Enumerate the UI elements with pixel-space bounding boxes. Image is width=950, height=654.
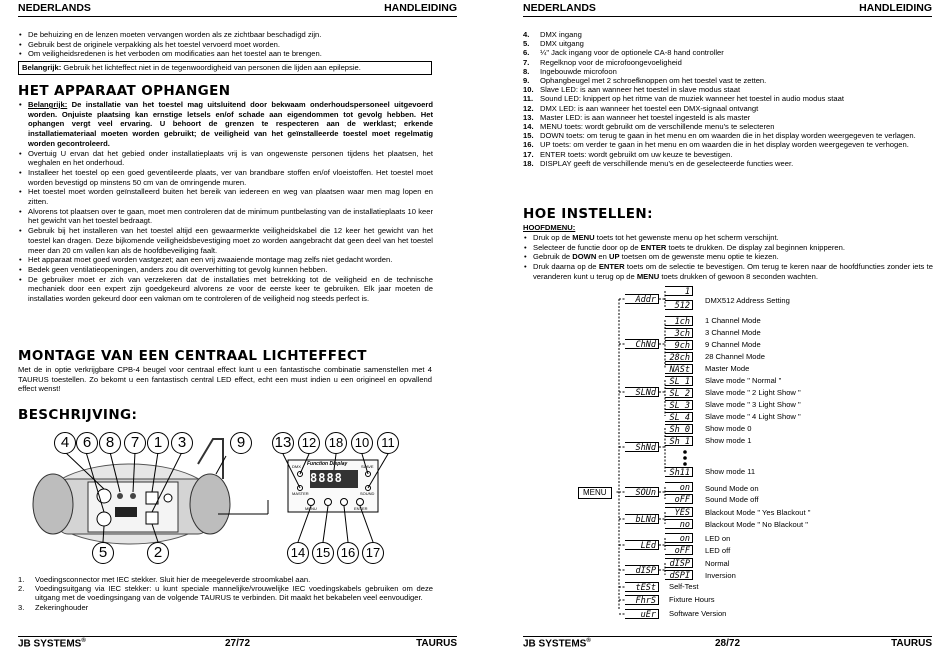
section-title: HET APPARAAT OPHANGEN [18,83,231,99]
option-desc: 1 Channel Mode [705,316,761,325]
list-item: 9. Ophangbeugel met 2 schroefknoppen om het toestel vast te zetten. [523,76,767,86]
footer-product: TAURUS [416,638,457,649]
menu-tree-lines [615,288,935,628]
callout-14: 14 [287,542,309,564]
disp-code: dISP [625,565,659,575]
list-item: • Het apparaat moet goed worden vastgezet; aan een vrij zwaaiende montage mag zelfs niet gedacht worden. [18,255,433,265]
led-code: LEd [625,540,659,550]
page-header [18,2,457,16]
option-code: YES [665,507,693,517]
panel-dmx-label: DMX [292,464,301,469]
panel-display: 8888 [310,471,343,485]
maintenance-list [18,30,433,59]
option-desc: LED on [705,534,731,543]
panel-title: Function Display [307,461,348,467]
option-desc: LED off [705,546,731,555]
list-item: 16. UP toets: om verder te gaan in het menu en om waarden die in het display worden weergegeven te verhogen. [523,140,909,150]
description-list-continued [523,30,933,168]
option-desc: Show mode 0 [705,424,752,433]
list-item: 8. Ingebouwde microfoon [523,66,617,76]
section-title: BESCHRIJVING: [18,407,138,423]
list-item: • Bedek geen ventilatieopeningen, anders zou dit oververhitting tot gevolg kunnen hebben. [18,265,433,275]
panel-slave-label: SLAVE [361,464,374,469]
option-code: SL 1 [665,376,693,386]
blnd-code: bLNd [625,514,659,524]
list-item: 11. Sound LED: knippert op het ritme van de muziek wanneer het toestel in audio modus staat [523,94,844,104]
slnd-code: SLNd [625,387,659,397]
option-desc: Show mode 1 [705,436,752,445]
callout-9: 9 [230,432,252,454]
option-code: Sh11 [665,467,693,477]
callout-8: 8 [99,432,121,454]
option-code: Sh 1 [665,436,693,446]
page-number: 27/72 [224,638,251,649]
footer-product: TAURUS [891,638,932,649]
option-desc: 28 Channel Mode [705,352,765,361]
right-page [475,0,950,654]
callout-18: 18 [325,432,347,454]
list-item: • De behuizing en de lenzen moeten vervangen worden als ze zichtbaar beschadigd zijn. [18,30,433,40]
callout-16: 16 [337,542,359,564]
list-item: 4. DMX ingang [523,30,582,39]
option-code: on [665,533,693,543]
callout-2: 2 [147,542,169,564]
addr-max: 512 [665,300,693,310]
list-item: • Overtuig U ervan dat het gebied onder installatieplaats vrij is van ongewenste personen tijdens het plaatsen, het weghalen en het onderhoud. [18,149,433,168]
list-item: • Selecteer de functie door op de ENTER toets te drukken. De display zal beginnen knipperen. [523,243,933,253]
option-code: oFF [665,545,693,555]
setup-steps [523,233,933,282]
footer-brand: JB SYSTEMS® [523,638,591,650]
menu-root: MENU [578,487,612,499]
list-item: • Het toestel moet worden geïnstalleerd buiten het bereik van iedereen en weg van plaatsen waar men mag lopen en zitten. [18,187,433,206]
option-desc: Blackout Mode " No Blackout " [705,520,808,529]
page-footer [523,638,932,651]
device-diagram [18,424,438,572]
option-desc: Slave mode " 2 Light Show " [705,388,801,397]
list-item: 17. ENTER toets: wordt gebruikt om uw keuze te bevestigen. [523,149,733,159]
option-code: 28ch [665,352,693,362]
option-code: 3ch [665,328,693,338]
test-desc: Self-Test [669,582,699,591]
list-item: 5. DMX uitgang [523,39,584,49]
chnd-code: ChNd [625,339,659,349]
option-code: SL 2 [665,388,693,398]
test-code: tESt [625,582,659,592]
list-item: • Druk op de MENU toets tot het gewenste menu op het scherm verschijnt. [523,233,933,243]
addr-code: Addr [625,294,659,304]
ver-desc: Software Version [669,609,727,618]
addr-min: 1 [665,286,693,296]
panel-menu-label: MENU [305,506,317,511]
list-item: 13. Master LED: is aan wanneer het toestel ingesteld is als master [523,112,751,122]
option-desc: 3 Channel Mode [705,328,761,337]
option-desc: Inversion [705,571,736,580]
fhrs-code: FhrS [625,595,659,605]
option-desc: Normal [705,559,730,568]
option-code: on [665,482,693,492]
section-subtitle: HOOFDMENU: [523,223,576,232]
section-title: MONTAGE VAN EEN CENTRAAL LICHTEFFECT [18,348,367,364]
callout-13: 13 [272,432,294,454]
list-item: 12. DMX LED: is aan wanneer het toestel een DMX-signaal ontvangt [523,103,759,113]
addr-desc: DMX512 Address Setting [705,296,790,305]
list-item [18,100,433,149]
list-item: • Druk daarna op de ENTER toets om de selectie te bevestigen. Om terug te keren naar de hoofdfuncties zonder iets te veranderen kunt u terug op de MENU toets drukken of gewoon 8 seconden wachten. [523,262,933,281]
callout-7: 7 [124,432,146,454]
shnd-code: ShNd [625,442,659,452]
header-title: HANDLEIDING [384,2,457,14]
fhrs-desc: Fixture Hours [669,595,715,604]
list-item: • Gebruik bij het installeren van het toestel altijd een gewaarmerkte veiligheidskabel die 12 keer het gewicht van het toestel kan dragen. Deze bijkomende veiligheidsbevestiging moet zo worden aangebracht dat geen deel van het toestel meer dan 20 cm vallen kan als de hoofdbeveiliging faalt. [18,226,433,255]
option-desc: 9 Channel Mode [705,340,761,349]
footer-rule [523,636,932,637]
list-item: • Gebruik de DOWN en UP toetsen om de gewenste menu optie te kiezen. [523,252,933,262]
option-desc: Slave mode " Normal " [705,376,782,385]
list-item: 1. Voedingsconnector met IEC stekker. Sluit hier de meegeleverde stroomkabel aan. [18,575,311,584]
option-code: oFF [665,494,693,504]
option-desc: Sound Mode off [705,495,759,504]
list-item: • Installeer het toestel op een goed geventileerde plaats, ver van brandbare stoffen en/of vloeistoffen. Het toestel moet worden bevestigd op minstens 50 cm van de omringende muren. [18,168,433,187]
option-code: Sh 0 [665,424,693,434]
list-item: • Alvorens tot plaatsen over te gaan, moet men controleren dat de minimum puntbelasting van de installatieplaats 10 keer het gewicht van het toestel bedraagt. [18,207,433,226]
epilepsy-warning [18,61,432,75]
callout-1: 1 [147,432,169,454]
header-language: NEDERLANDS [18,2,91,14]
option-desc: Sound Mode on [705,484,759,493]
option-code: SL 3 [665,400,693,410]
callout-11: 11 [377,432,399,454]
callout-12: 12 [298,432,320,454]
footer-rule [18,636,457,637]
page-header [523,2,932,16]
important-text: De installatie van het toestel mag uitsluitend door bekwaam onderhoudspersoneel uitgevoerd worden. Onjuiste plaatsing kan ernstige letsels en/of schade aan eigendommen tot gevolg hebben. Het ophangen vergt veel ervaring. U behoort de grenzen te respecteren aan de werklast; erkende installatiemateriaal moeten worden gebruikt; de veiligheid van het geïnstalleerde toestel moet regelmatig worden gecontroleerd. [28,100,433,148]
list-item: 7. Regelknop voor de microfoongevoeligheid [523,57,682,67]
section-title: HOE INSTELLEN: [523,206,653,222]
option-code: dISP [665,558,693,568]
option-code: SL 4 [665,412,693,422]
callout-6: 6 [76,432,98,454]
list-item: • De gebruiker moet er zich van verzekeren dat de installaties met betrekking tot de veiligheid en de technische mechaniek door een expert zijn goedgekeurd alvorens ze voor de eerste keer te gebruiken. Elk jaar moeten de installaties worden gekeurd door een vakman om te controleren of de veiligheid nog steeds perfect is. [18,275,433,304]
option-desc: Slave mode " 3 Light Show " [705,400,801,409]
warning-label: Belangrijk: [22,63,62,72]
central-effect-text: Met de in optie verkrijgbare CPB-4 beugel voor centraal effect kunt u een fantastische combinatie samenstellen met 4 TAURUS toestellen. Zo bekomt u een fantastisch central LED effect, echt een must indien u een origineel en opvallend effect wenst! [18,365,432,394]
list-item: 6. ¼" Jack ingang voor de optionele CA-8 hand controller [523,48,724,58]
callout-4: 4 [54,432,76,454]
warning-text: Gebruik het lichteffect niet in de tegenwoordigheid van personen die lijden aan epilepsie. [61,63,361,72]
option-desc: Master Mode [705,364,750,373]
header-title: HANDLEIDING [859,2,932,14]
option-desc: Blackout Mode " Yes Blackout " [705,508,811,517]
option-code: NASt [665,364,693,374]
callout-5: 5 [92,542,114,564]
page-footer [18,638,457,651]
page-number: 28/72 [714,638,741,649]
list-item: • Om veiligheidsredenen is het verboden om modificaties aan het toestel aan te brengen. [18,49,433,59]
list-item: 3. Zekeringhouder [18,602,89,612]
callout-17: 17 [362,542,384,564]
option-code: dSPI [665,570,693,580]
option-desc: Show mode 11 [705,467,756,476]
panel-sound-label: SOUND [360,491,375,496]
option-desc: Slave mode " 4 Light Show " [705,412,801,421]
option-code: 1ch [665,316,693,326]
list-item: 18. DISPLAY geeft de verschillende menu's en de geselecteerde functies weer. [523,158,794,168]
callout-15: 15 [312,542,334,564]
panel-enter-label: ENTER [354,506,368,511]
list-item: 14. MENU toets: wordt gebruikt om de verschillende menu's te selecteren [523,122,775,132]
list-item: 15. DOWN toets: om terug te gaan in het menu en om waarden die in het display worden weergegeven te verlagen. [523,131,916,141]
description-list [18,575,433,612]
mounting-list [18,100,433,304]
callout-3: 3 [171,432,193,454]
list-item: 10. Slave LED: is aan wanneer het toestel in slave modus staat [523,85,741,95]
header-rule [18,16,457,17]
option-code: no [665,519,693,529]
header-rule [523,16,932,17]
important-label: Belangrijk: [28,100,68,109]
footer-brand: JB SYSTEMS® [18,638,86,650]
callout-10: 10 [351,432,373,454]
ver-code: uEr [625,609,659,619]
panel-master-label: MASTER [292,491,309,496]
list-item: 2. Voedingsuitgang via IEC stekker: u kunt speciale mannelijke/vrouwelijke IEC voedingskabels gebruiken om deze uitgang met de voedingsingang van de volgende TAURUS te verbinden. Dit maakt het bekabelen veel eenvoudiger. [18,584,433,603]
list-item: • Gebruik best de originele verpakking als het toestel vervoerd moet worden. [18,40,433,50]
soun-code: SOUn [625,487,659,497]
option-code: 9ch [665,340,693,350]
header-language: NEDERLANDS [523,2,596,14]
menu-tree [583,287,935,628]
